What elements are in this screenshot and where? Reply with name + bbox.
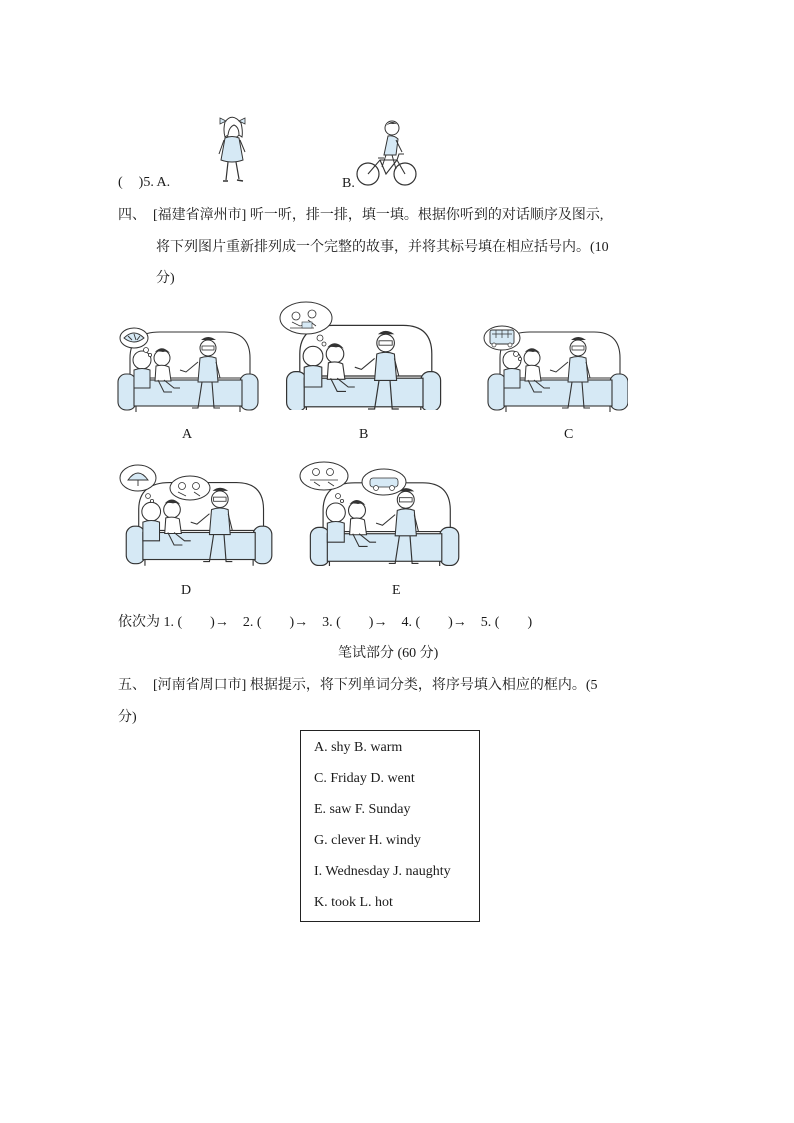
q5-number: )5. A. <box>138 175 171 190</box>
word-row: E. saw F. Sunday <box>314 802 411 817</box>
story-picture-a[interactable] <box>112 318 262 416</box>
section4-heading: 四、 [福建省漳州市] 听一听，排一排，填一填。根据你听到的对话顺序及图示, <box>118 208 604 223</box>
section4-heading-cont2: 分) <box>156 271 175 286</box>
written-part-title: 笔试部分 (60 分) <box>338 646 439 661</box>
picture-label-e: E <box>392 583 401 598</box>
picture-label-a: A <box>182 427 193 442</box>
girl-cycling-illustration[interactable] <box>356 118 418 190</box>
story-picture-d[interactable] <box>112 458 278 566</box>
word-row: C. Friday D. went <box>314 771 415 786</box>
word-row: I. Wednesday J. naughty <box>314 864 451 879</box>
order-answer-line[interactable]: 依次为 1. ( )→ 2. ( )→ 3. ( )→ 4. ( )→ 5. ( ) <box>118 615 533 630</box>
girl-standing-illustration[interactable] <box>212 112 252 186</box>
word-row: A. shy B. warm <box>314 740 403 755</box>
picture-label-d: D <box>181 583 192 598</box>
story-picture-b[interactable] <box>272 298 452 410</box>
word-row: G. clever H. windy <box>314 833 421 848</box>
section4-heading-cont: 将下列图片重新排列成一个完整的故事，并将其标号填在相应括号内。(10 <box>156 240 609 255</box>
section5-heading-cont: 分) <box>118 710 137 725</box>
q5-line <box>118 174 170 192</box>
story-picture-c[interactable] <box>478 318 628 416</box>
picture-label-c: C <box>564 427 574 442</box>
picture-label-b: B <box>359 427 369 442</box>
q5-option-b: B. <box>342 176 355 191</box>
section5-heading: 五、 [河南省周口市] 根据提示，将下列单词分类，将序号填入相应的框内。(5 <box>118 678 598 693</box>
answer-paren-open[interactable]: ( <box>118 175 123 190</box>
word-row: K. took L. hot <box>314 895 393 910</box>
story-picture-e[interactable] <box>294 456 470 566</box>
word-list-box <box>300 730 480 922</box>
